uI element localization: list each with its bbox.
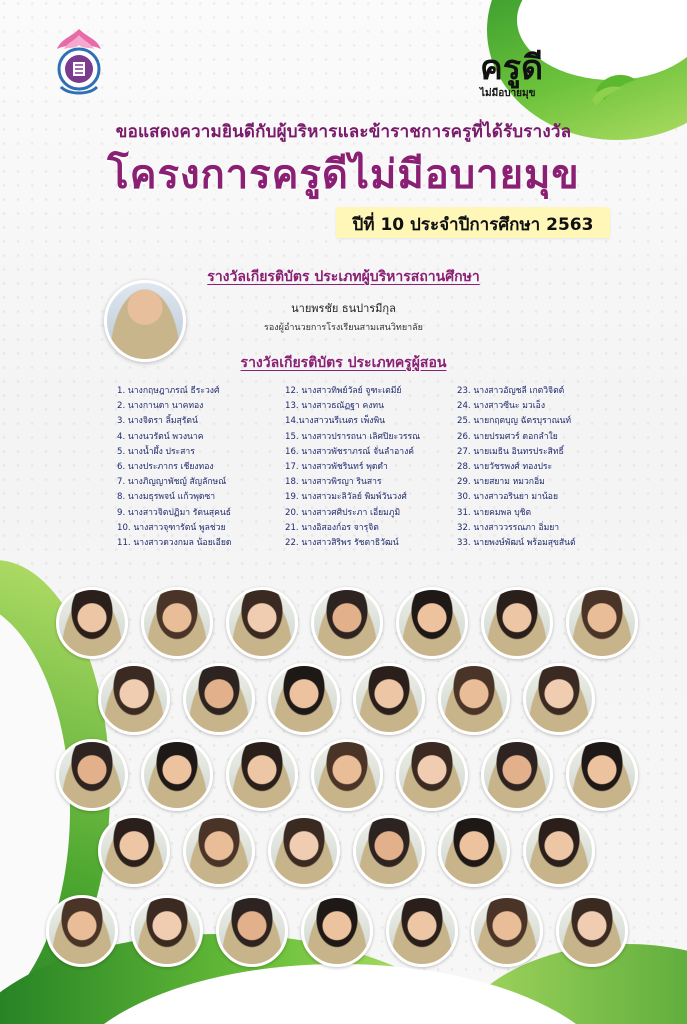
teacher-name: 7. นางภิญญาพัชญ์ สัญลักษณ์ <box>117 477 227 488</box>
teacher-photo <box>386 895 458 967</box>
teacher-photo <box>353 815 425 887</box>
year-banner <box>336 207 610 238</box>
teacher-photo <box>311 739 383 811</box>
teacher-photo <box>56 587 128 659</box>
teacher-name: 29. นายสยาม หมวกอิ่ม <box>457 477 545 488</box>
teacher-photo <box>183 663 255 735</box>
teacher-award-title: รางวัลเกียรติบัตร ประเภทครูผู้สอน <box>240 355 447 371</box>
teacher-photo <box>226 587 298 659</box>
teacher-name: 20. นางสาวศศิประภา เอี่ยมภูมิ <box>285 507 401 518</box>
teacher-name: 30. นางสาวอรินยา มาน้อย <box>457 492 558 503</box>
teacher-photo <box>481 739 553 811</box>
teacher-photo <box>566 587 638 659</box>
teacher-name: 21. นางอิสองก์อร จารุจิต <box>285 522 379 533</box>
teacher-name: 27. นายเมธิน อินทรประสิทธิ์ <box>457 446 564 457</box>
project-title: โครงการครูดีไม่มีอบายมุข <box>107 152 580 198</box>
teacher-photo <box>268 815 340 887</box>
teacher-photo <box>141 739 213 811</box>
teacher-name: 5. นางน้ำผึ้ง ประสาร <box>117 446 195 457</box>
teacher-name: 12. นางสาวทิพย์วัลย์ จูฑะเตมีย์ <box>285 386 402 396</box>
teacher-name: 9. นางสาวจิตปฏิมา รัตนสุคนธ์ <box>117 507 231 518</box>
teacher-name: 13. นางสาวธณัฏฐา คงทน <box>285 401 384 412</box>
teacher-name: 16. นางสาวพัชราภรณ์ จั่นลำอางค์ <box>285 446 415 457</box>
teacher-name: 19. นางสาวมะลิวัลย์ พิมพ์วันวงศ์ <box>285 492 407 503</box>
teacher-name: 23. นางสาวอัญชลี เกตวิจิตต์ <box>457 386 565 396</box>
teacher-name: 26. นายปรมศวร์ ดอกลำใย <box>457 431 558 442</box>
teacher-photo <box>396 739 468 811</box>
teacher-name: 24. นางสาวซีนะ มวเอ็ง <box>457 401 546 412</box>
teacher-photo <box>131 895 203 967</box>
teacher-photo <box>438 815 510 887</box>
teacher-photo <box>56 739 128 811</box>
teacher-name-list-col-1 <box>117 384 231 551</box>
teacher-photo <box>481 587 553 659</box>
teacher-name: 10. นางสาวจุฑารัตน์ พูลช่วย <box>117 522 226 533</box>
teacher-photo <box>523 663 595 735</box>
teacher-name: 14.นางสาวนรีเนตร เพ็งพิน <box>285 416 386 427</box>
teacher-photo <box>523 815 595 887</box>
teacher-name: 6. นางประภากร เชียงทอง <box>117 462 214 473</box>
teacher-name: 31. นายคมพล บุชิต <box>457 507 532 518</box>
teacher-name: 25. นายกฤตบุญ ฉัตรบุราณนท์ <box>457 416 572 427</box>
teacher-photo <box>471 895 543 967</box>
teacher-name: 1. นางกฤษฎาภรณ์ ธีระวงศ์ <box>117 386 220 396</box>
teacher-name: 11. นางสาวดวงกมล น้อยเอียด <box>117 538 232 549</box>
teacher-photo <box>566 739 638 811</box>
teacher-name: 28. นายวัชรพงศ์ ทองประ <box>457 462 553 473</box>
teacher-photo <box>268 663 340 735</box>
teacher-photo <box>98 663 170 735</box>
teacher-photo <box>46 895 118 967</box>
teacher-photo <box>226 739 298 811</box>
teacher-photo <box>216 895 288 967</box>
campaign-logo-small-text: ไม่มีอบายมุข <box>480 88 536 99</box>
teacher-name: 8. นางมธุรพจน์ แก้วพุดซา <box>117 492 216 503</box>
teacher-name: 22. นางสาวสิริพร รัชตาธิวัฒน์ <box>285 538 399 549</box>
teacher-name: 15. นางสาวปรารถนา เลิศปิยะวรรณ <box>285 431 421 442</box>
year-text: ปีที่ 10 ประจำปีการศึกษา 2563 <box>352 215 594 235</box>
campaign-logo-big-text: ครูดี <box>480 48 544 88</box>
teacher-name: 4. นางนวรัตน์ พวงนาค <box>117 431 204 442</box>
teacher-name: 17. นางสาวพัชรินทร์ พุดดำ <box>285 462 388 473</box>
teacher-photo <box>353 663 425 735</box>
teacher-name-list-col-2 <box>285 384 420 551</box>
teacher-photo <box>311 587 383 659</box>
admin-name: นายพรชัย ธนปารมีกุล <box>291 302 396 315</box>
school-emblem-icon <box>49 27 109 99</box>
admin-award-title: รางวัลเกียรติบัตร ประเภทผู้บริหารสถานศึกษา <box>207 269 480 285</box>
teacher-name: 3. นางจิตรา ลิ้มสุรัตน์ <box>117 416 198 427</box>
congratulation-headline: ขอแสดงความยินดีกับผู้บริหารและข้าราชการครูที่ได้รับรางวัล <box>115 122 572 142</box>
teacher-photo <box>556 895 628 967</box>
teacher-photo <box>183 815 255 887</box>
teacher-photo <box>438 663 510 735</box>
teacher-photo <box>396 587 468 659</box>
teacher-name: 33. นายพงษ์พัฒน์ พร้อมสุขสันต์ <box>457 538 576 549</box>
teacher-photo <box>141 587 213 659</box>
teacher-name: 32. นางสาววรรณภา อิ่มยา <box>457 522 560 533</box>
teacher-name: 18. นางสาวพิรญา รินสาร <box>285 477 382 488</box>
khru-dee-logo-icon <box>478 38 638 108</box>
teacher-photo <box>301 895 373 967</box>
teacher-name: 2. นางกานดา นาคทอง <box>117 401 204 412</box>
teacher-name-list-col-3 <box>457 384 576 551</box>
admin-role: รองผู้อำนวยการโรงเรียนสามเสนวิทยาลัย <box>264 323 423 333</box>
teacher-photo <box>98 815 170 887</box>
